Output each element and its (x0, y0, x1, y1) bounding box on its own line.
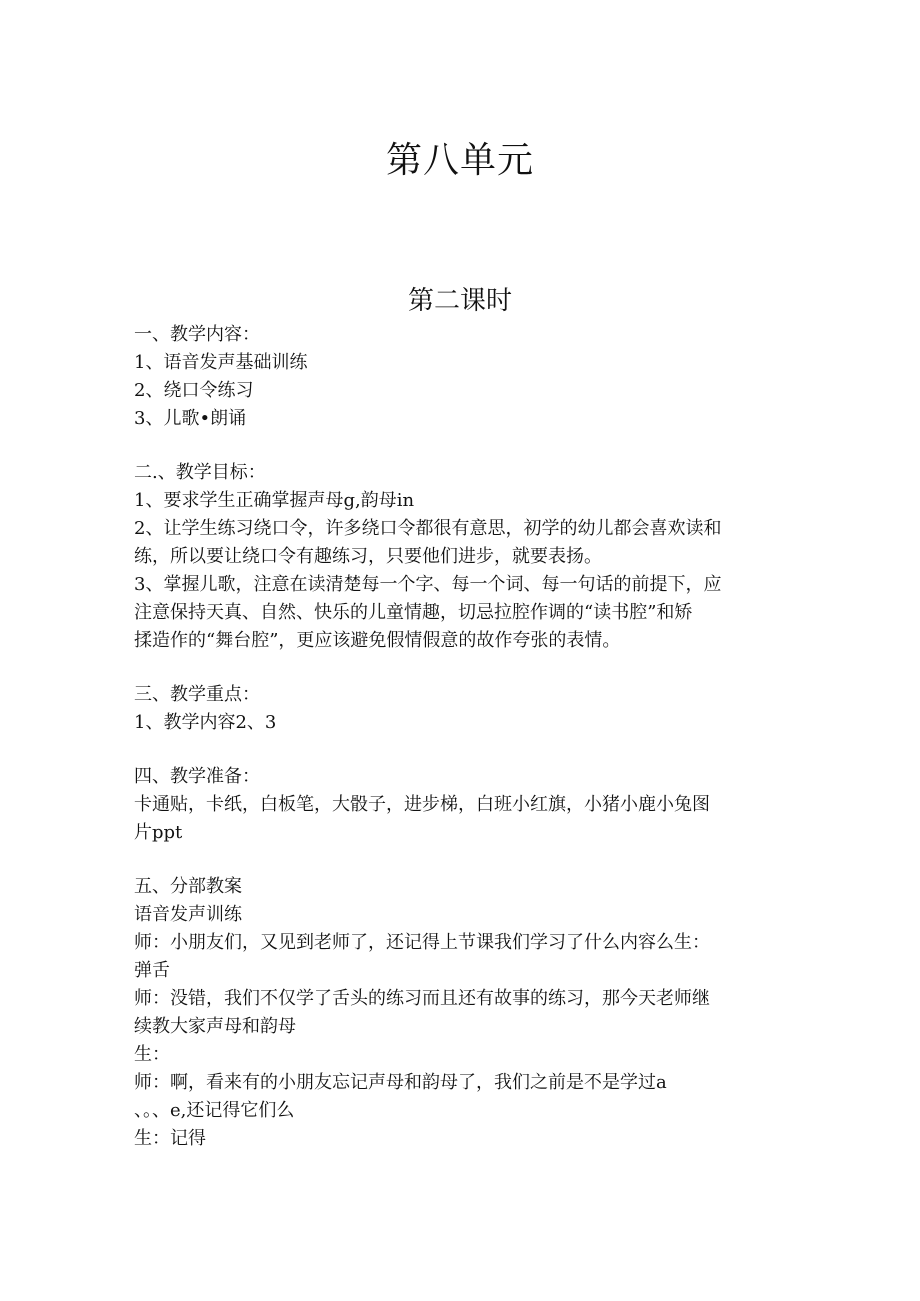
prep-heading: 四、教学准备： (134, 766, 260, 787)
prep-line-2: 片ppt (134, 822, 183, 843)
dialogue-4-line-1: 师：啊，看来有的小朋友忘记声母和韵母了，我们之前是不是学过a (134, 1072, 667, 1093)
content-heading: 一、教学内容： (134, 324, 260, 345)
goals-item-1: 1、要求学生正确掌握声母g,韵母in (134, 490, 415, 511)
dialogue-2-line-1: 师：没错，我们不仅学了舌头的练习而且还有故事的练习，那今天老师继 (134, 988, 710, 1009)
plan-subheading: 语音发声训练 (134, 904, 242, 925)
plan-heading: 五、分部教案 (134, 876, 242, 897)
goals-item-3-line-2: 注意保持天真、自然、快乐的儿童情趣，切忌拉腔作调的“读书腔”和矫 (134, 602, 693, 623)
spacer (134, 433, 794, 459)
goals-item-2-line-2: 练，所以要让绕口令有趣练习，只要他们进步，就要表扬。 (134, 546, 602, 567)
lesson-body (134, 321, 794, 1153)
dialogue-1-line-2: 弹舌 (134, 960, 170, 981)
dialogue-3: 生： (134, 1044, 170, 1065)
spacer (134, 847, 794, 873)
prep-line-1: 卡通贴，卡纸，白板笔，大骰子，进步梯，白班小红旗，小猪小鹿小兔图 (134, 794, 710, 815)
dialogue-4-line-2: 、。、e,还记得它们么 (134, 1100, 295, 1121)
spacer (134, 737, 794, 763)
spacer (134, 655, 794, 681)
goals-item-3-line-3: 揉造作的“舞台腔”，更应该避免假情假意的故作夸张的表情。 (134, 630, 621, 651)
content-item-3: 3、儿歌•朗诵 (134, 408, 247, 429)
unit-title: 第八单元 (385, 140, 534, 181)
content-item-2: 2、绕口令练习 (134, 380, 254, 401)
focus-item-1: 1、教学内容2、3 (134, 712, 277, 733)
dialogue-5: 生：记得 (134, 1128, 206, 1149)
dialogue-1-line-1: 师：小朋友们，又见到老师了，还记得上节课我们学习了什么内容么生： (134, 932, 710, 953)
goals-heading: 二.、教学目标： (134, 462, 266, 483)
dialogue-2-line-2: 续教大家声母和韵母 (134, 1016, 296, 1037)
goals-item-3-line-1: 3、掌握儿歌，注意在读清楚每一个字、每一个词、每一句话的前提下，应 (134, 574, 722, 595)
content-item-1: 1、语音发声基础训练 (134, 352, 308, 373)
focus-heading: 三、教学重点： (134, 684, 260, 705)
goals-item-2-line-1: 2、让学生练习绕口令，许多绕口令都很有意思，初学的幼儿都会喜欢读和 (134, 518, 722, 539)
lesson-title: 第二课时 (407, 286, 512, 316)
